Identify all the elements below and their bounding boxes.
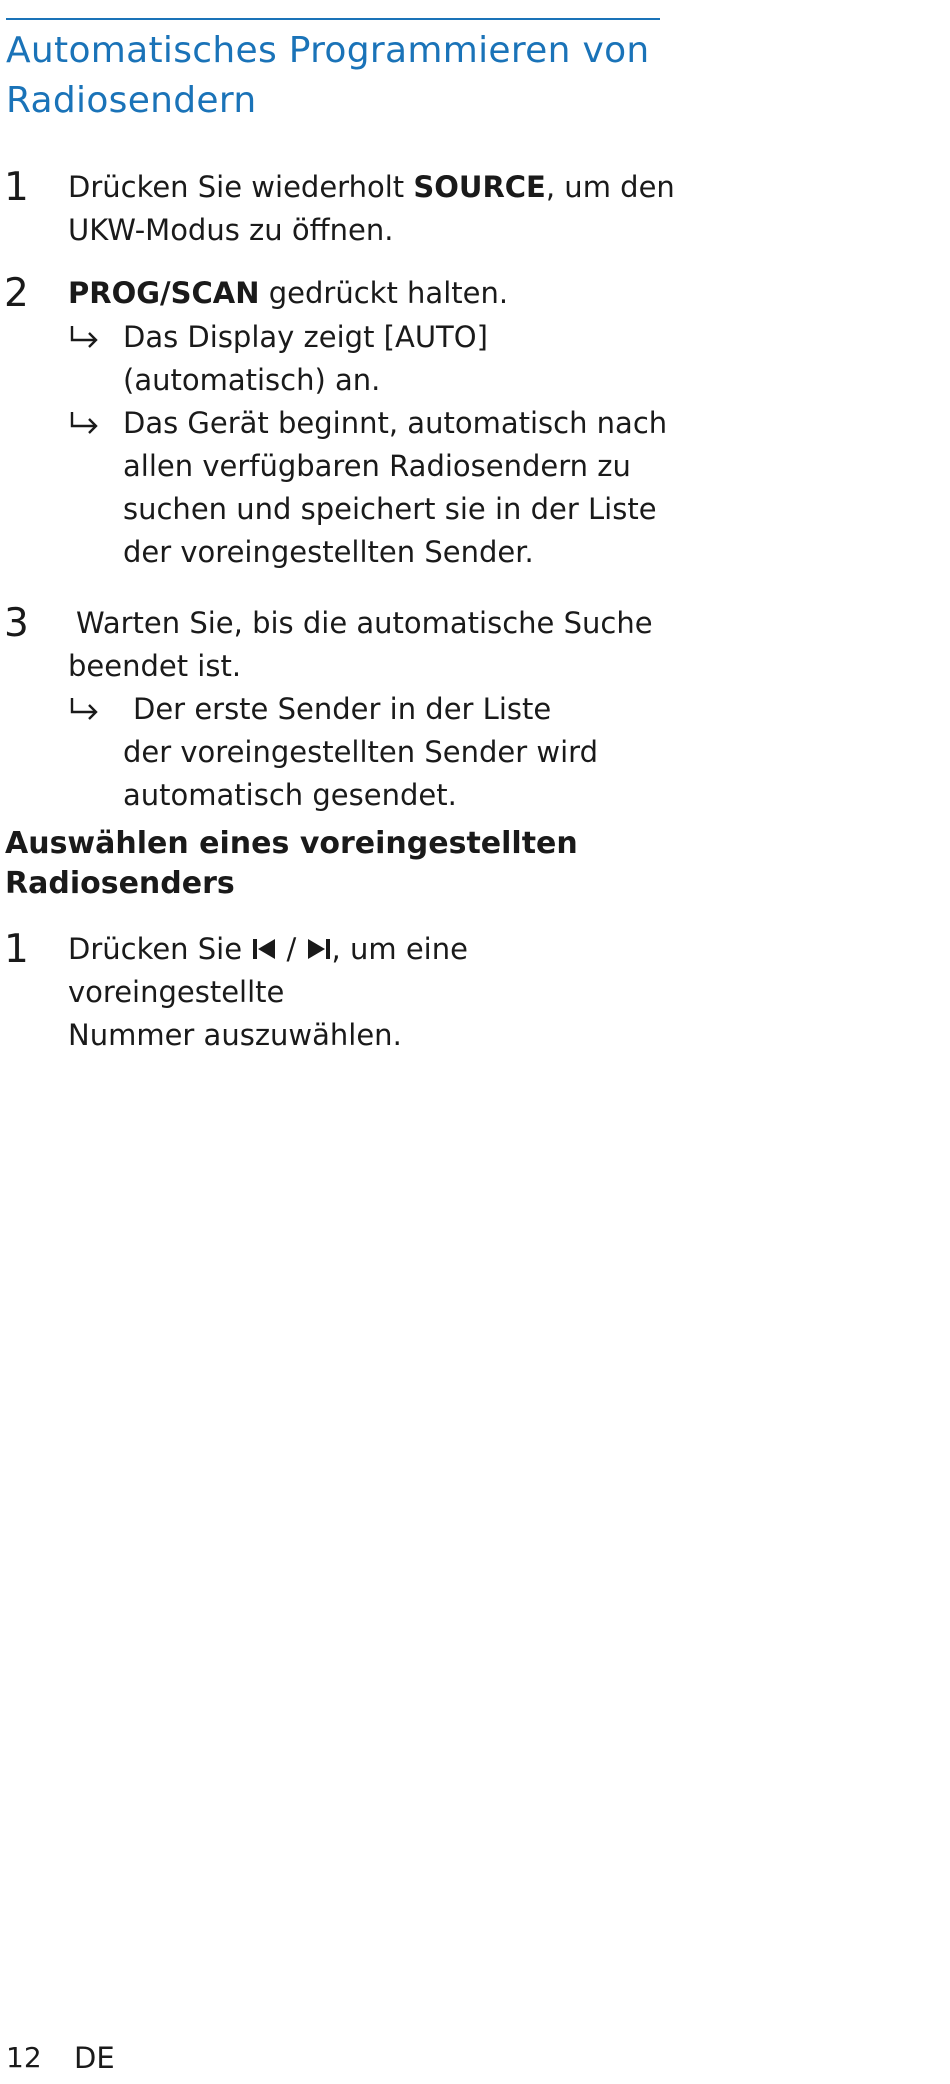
result-arrow-icon (68, 320, 102, 354)
result-text (123, 316, 683, 402)
page-number: 12 (6, 2041, 42, 2074)
result-arrow-icon (68, 406, 102, 440)
result-text (123, 402, 683, 574)
prog-scan-button-label: PROG/SCAN (68, 276, 260, 310)
step-text-line1: Warten Sie, bis die automatische Suche (76, 606, 653, 640)
step-text-before: Drücken Sie (68, 932, 252, 966)
skip-next-icon (306, 937, 332, 961)
skip-previous-icon (251, 937, 277, 961)
step-text-after: , um den (545, 170, 675, 204)
icon-separator: / (277, 932, 306, 966)
result-arrow-icon (68, 692, 102, 726)
result-line: (automatisch) an. (123, 363, 381, 397)
step-number: 1 (4, 165, 29, 210)
step-number: 3 (4, 601, 29, 646)
step-text-before: Drücken Sie wiederholt (68, 170, 414, 204)
result-line: suchen und speichert sie in der Liste (123, 492, 657, 526)
section-rule (6, 18, 660, 20)
source-button-label: SOURCE (413, 170, 546, 204)
section-title-line2: Radiosendern (6, 80, 257, 121)
step-text (68, 928, 678, 1057)
result-line: der voreingestellten Sender wird (123, 735, 598, 769)
result-line: Das Gerät beginnt, automatisch nach (123, 406, 668, 440)
section-title (6, 26, 666, 126)
result-text (123, 688, 683, 817)
step-text-after: , um eine voreingestellte (68, 932, 468, 1009)
step-text (68, 602, 678, 688)
result-line: automatisch gesendet. (123, 778, 457, 812)
section-title-line1: Automatisches Programmieren von (6, 30, 650, 71)
step-number: 1 (4, 927, 29, 972)
result-line: der voreingestellten Sender. (123, 535, 534, 569)
step-text (68, 272, 678, 315)
result-line: Das Display zeigt [AUTO] (123, 320, 488, 354)
subsection-title-line2: Radiosenders (5, 866, 235, 901)
subsection-title-line1: Auswählen eines voreingestellten (5, 826, 578, 861)
result-line: Der erste Sender in der Liste (133, 692, 552, 726)
subsection-title (5, 824, 665, 904)
step-text-line2: UKW-Modus zu öffnen. (68, 213, 394, 247)
language-code: DE (74, 2041, 115, 2075)
step-text-line2: Nummer auszuwählen. (68, 1018, 402, 1052)
step-text-after: gedrückt halten. (259, 276, 509, 310)
step-text (68, 166, 678, 252)
step-number: 2 (4, 271, 29, 316)
step-text-line2: beendet ist. (68, 649, 242, 683)
result-line: allen verfügbaren Radiosendern zu (123, 449, 631, 483)
